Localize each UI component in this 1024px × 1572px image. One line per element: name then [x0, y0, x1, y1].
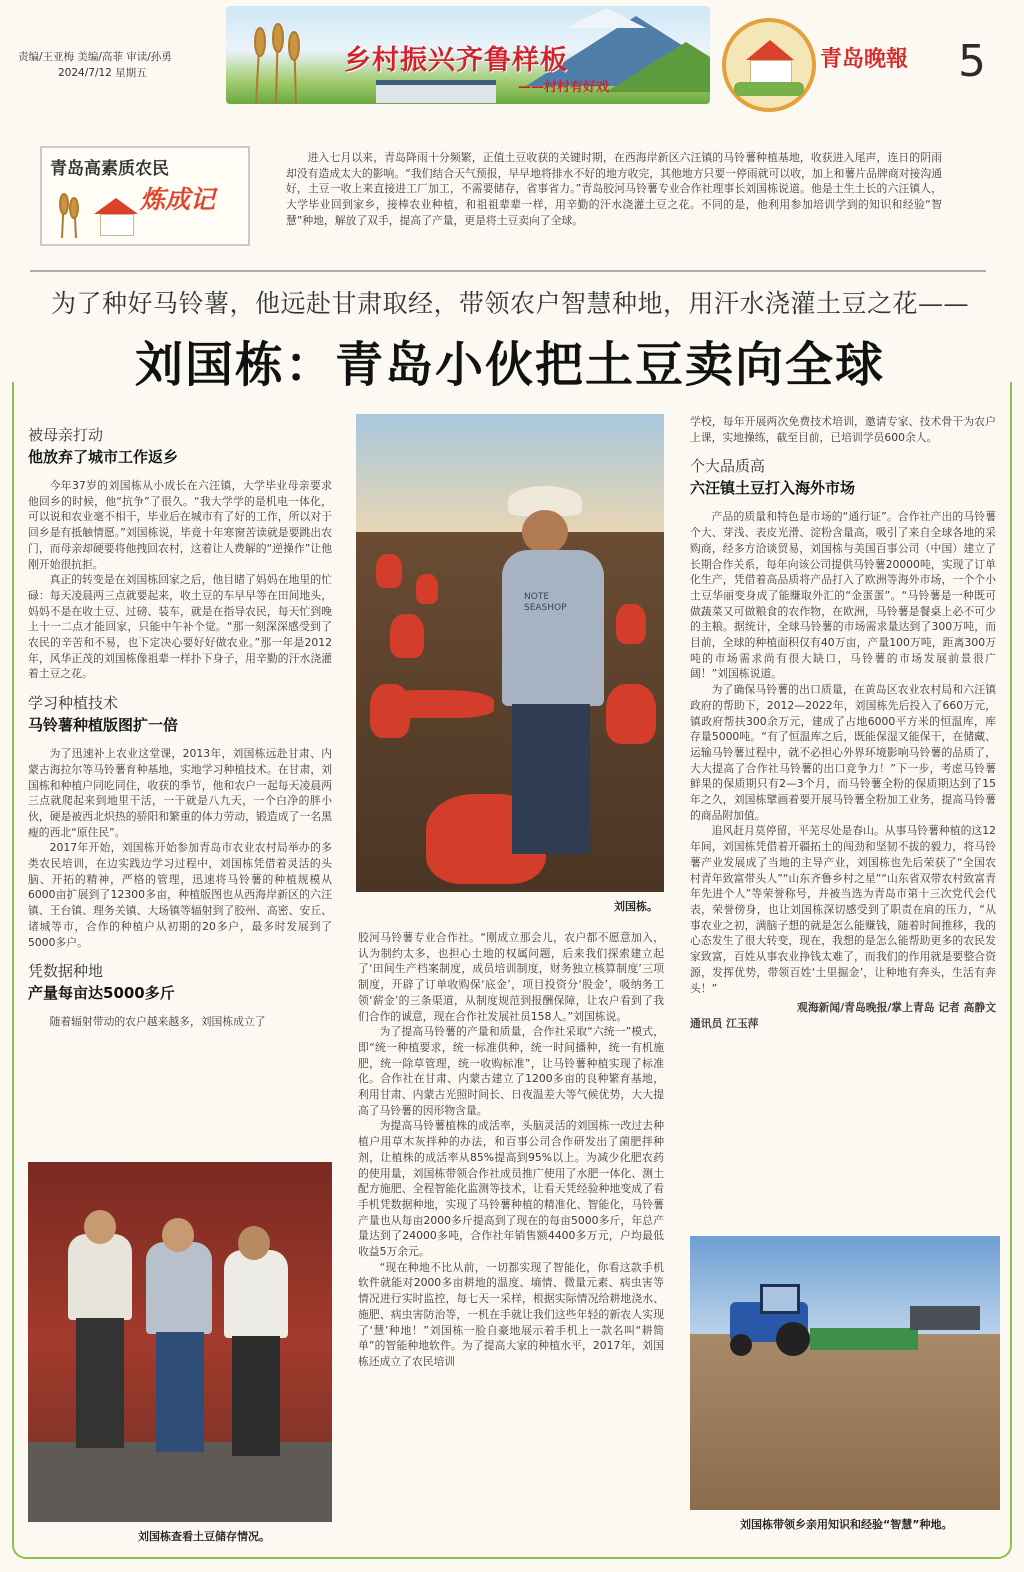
column-3: [690, 414, 996, 1032]
subheadline: 为了种好马铃薯，他远赴甘肃取经，带领农户智慧种地，用汗水浇灌土豆之花——: [50, 289, 969, 318]
section-title: 个大品质高: [690, 457, 766, 476]
person: [224, 1250, 288, 1338]
banner-subtitle: ——村村有好戏: [518, 80, 610, 95]
house-body: [100, 214, 134, 236]
paragraph: 为提高马铃薯植株的成活率，头脑灵活的刘国栋一改过去种植户用草木灰拌种的办法，和百事公司合作研发出了菌肥拌种剂，让植株的成活率从85%提高到95%以上。为减少化肥农药的使用量，刘国栋带领合作社成员推广使用了水肥一体化、测土配方施肥、全程智能化监测等技术，让看天凭经验种地变成了看手机凭数据种地，实现了马铃薯种植的精准化、智能化，马铃薯产量也从每亩2000多斤提高到了现在的每亩5000多斤，年总产量达到了24000多吨，合作社年销售额4400多万元，户均最低收益5万余元。: [358, 1119, 664, 1259]
photo-caption: 刘国栋查看土豆储存情况。: [138, 1530, 270, 1543]
byline: 通讯员 江玉萍: [690, 1016, 759, 1030]
section-title: 凭数据种地: [28, 962, 104, 981]
house-icon: [94, 198, 138, 214]
section-heading: 他放弃了城市工作返乡: [28, 448, 179, 466]
house-logo-icon: [722, 18, 816, 112]
paragraph: 今年37岁的刘国栋从小成长在六汪镇，大学毕业母亲要求他回乡的时候，他“抗争”了很久。“我大学学的是机电一体化，可以说和农业毫不相干，毕业后在城市有了好的工作，所以对于回乡是有抵触情愿。”刘国栋说，毕竟十年寒窗苦读就是要跳出农门，而母亲却硬要将他拽回农村，这着让人费解的“逆操作”让他刚开始很抗拒。: [28, 479, 332, 571]
farmer: [502, 550, 604, 706]
harvester: [810, 1328, 918, 1350]
wheat-icon: [236, 20, 316, 104]
paragraph: 2017年开始，刘国栋开始参加青岛市农业农村局举办的多类农民培训，在边实践边学习过程中，刘国栋凭借着灵活的头脑、开拓的精神，严格的管理，迅速将马铃薯的种植规模从6000亩扩展到了12300多亩，种植版图也从西海岸新区的六汪镇、王台镇、理务关镇、大场镇等辐射到了胶州、高密、安丘、诸城等市，合作的种植户从初期的20多户，最多时发展到了5000多户。: [28, 841, 332, 949]
section-heading: 产量每亩达5000多斤: [28, 984, 175, 1003]
byline: 观海新闻/青岛晚报/掌上青岛 记者 高静文: [797, 1001, 996, 1015]
truck: [910, 1306, 980, 1330]
section-heading: 六汪镇土豆打入海外市场: [690, 479, 856, 498]
intro-paragraph: 进入七月以来，青岛降雨十分频繁，正值土豆收获的关键时期，在西海岸新区六汪镇的马铃薯种植基地，收获进入尾声，连日的阴雨却没有造成太大的影响。“我们结合天气预报，早早地将排水不好的地方收完，其他地方只要一停雨就可以收，加上和薯片品牌商对接沟通好，土豆一收上来直接进工厂加工，不需要储存，省事省力。”青岛胶河马铃薯专业合作社理事长刘国栋说道。他是土生土长的六汪镇人，大学毕业回到家乡，接棒农业种植，和祖祖辈辈一样，用辛勤的汗水浇灌土豆之花。不同的是，他利用参加培训学到的知识和经验“智慧”种地，解放了双手，提高了产量，更是将土豆卖向了全球。: [286, 151, 942, 227]
column-badge: [40, 146, 250, 246]
column-subname: 炼成记: [140, 185, 216, 214]
column-2: [358, 930, 664, 1370]
paragraph: 为了确保马铃薯的出口质量，在黄岛区农业农村局和六汪镇政府的帮助下，2012—2022年，刘国栋先后投入了660万元，镇政府帮扶300余万元，建成了占地6000平方米的恒温库，库存量5000吨。“有了恒温库之后，既能保湿又能保干，在储藏、运输马铃薯过程中，就不必担心外界环境影响马铃薯的品质了，大大提高了合作社马铃薯的出口竞争力！”下一步，考虑马铃薯鲜果的保质期只有2—3个月，而马铃薯全粉的保质期达到了15年之久，刘国栋擘画着要开展马铃薯全粉加工业务，提高马铃薯的商品附加值。: [690, 683, 996, 822]
newspaper-name: 青岛晚報: [820, 46, 909, 72]
paragraph: 随着辐射带动的农户越来越多，刘国栋成立了: [49, 1015, 266, 1029]
section-title: 学习种植技术: [28, 694, 119, 713]
person: [68, 1234, 132, 1320]
section-title: 被母亲打动: [28, 426, 104, 444]
paragraph: 真正的转变是在刘国栋回家之后，他目睹了妈妈在地里的忙碌：每天凌晨两三点就要起来，收土豆的车早早等在田间地头，妈妈不是在收土豆、过磅、装车，就是在指导农民，每天忙到晚上十一二点才能回家，只能中午补个觉。“那一刻深深感受到了农民的辛苦和不易，也下定决心要好好做农业。”那一年是2012年，风华正茂的刘国栋像祖辈一样扑下身子，用辛勤的汗水浇灌着土豆之花。: [28, 573, 332, 681]
portrait-photo: [356, 414, 664, 892]
tractor-photo: [690, 1236, 1000, 1510]
paragraph: “现在种地不比从前，一切都实现了智能化，你看这款手机软件就能对2000多亩耕地的温度、墒情、微量元素、病虫害等情况进行实时监控，每七天一采样，根据实际情况给耕地浇水、施肥、病虫害防治等，一机在手就让我们这些年轻的新农人实现了‘慧’种地！”刘国栋一脸自豪地展示着手机上一款名叫“耕简单”的智能种地软件。为了提高大家的种植水平，2017年，刘国栋还成立了农民培训: [358, 1260, 664, 1368]
paragraph: 学校，每年开展两次免费技术培训，邀请专家、技术骨干为农户上课，实地操练，截至目前，已培训学员600余人。: [690, 415, 996, 444]
issue-date: 2024/7/12 星期五: [58, 67, 147, 79]
paragraph: 胶河马铃薯专业合作社。“刚成立那会儿，农户都不愿意加入，认为制约太多，也担心土地的权属问题，后来我们探索建立起了‘田间生产档案制度，成员培训制度，财务独立核算制度’三项制度，开辟了订单收购保‘底金’，项目投资分‘股金’，吸纳务工领‘薪金’的三条渠道，从制度规范到报酬保障，让农户看到了我们合作的诚意，现在合作社发展社员158人。”刘国栋说。: [358, 931, 664, 1023]
editor-credits: 责编/王亚梅 美编/高菲 审读/孙勇: [18, 51, 172, 63]
paragraph: 追风赶月莫停留，平芜尽处是春山。从事马铃薯种植的这12年间，刘国栋凭借着开疆拓土的闯劲和坚韧不拔的毅力，将马铃薯产业发展成了当地的主导产业，刘国栋也先后荣获了“全国农村青年致富带头人”“山东齐鲁乡村之星”“山东省双带农村致富青年先进个人”等荣誉称号，并被当选为青岛市第十三次党代会代表，荣誉傍身，也让刘国栋深切感受到了职责在肩的压力，“从事农业之初，满脑子想的就是怎么能赚钱，随着时间推移，我的心态发生了很大转变，现在，我想的是怎么能帮助更多的农民发家致富，百姓从事农业挣钱太难了，而我们的作用就是要整合资源，发挥优势，带领百姓‘土里掘金’，让种地有奔头，生活有奔头！”: [690, 824, 996, 995]
banner-title: 乡村振兴齐鲁样板: [344, 45, 568, 76]
paragraph: 为了迅速补上农业这堂课，2013年，刘国栋远赴甘肃、内蒙古海拉尔等马铃薯育种基地，实地学习种植技术。在甘肃，刘国栋和种植户同吃同住，收获的季节，他和农户一起每天凌晨两三点就爬起来到地里干活，一干就是八九天，一个白净的胖小伙，硬是被西北炽热的骄阳和繁重的体力劳动，锻造成了一名黑瘦的西北“原住民”。: [28, 747, 332, 839]
paragraph: 为了提高马铃薯的产量和质量，合作社采取“六统一”模式，即“统一种植要求，统一标准供种，统一时间播种，统一有机施肥，统一除草管理，统一收购标准”，让马铃薯种植实现了标准化。合作社在甘肃、内蒙古建立了1200多亩的良种繁育基地，利用甘肃、内蒙古光照时间长、日夜温差大等气候优势，大大提高了马铃薯的因形物含量。: [358, 1025, 664, 1117]
section-heading: 马铃薯种植版图扩一倍: [28, 716, 179, 735]
column-1: [28, 424, 332, 1030]
storage-photo: [28, 1162, 332, 1522]
photo-caption: 刘国栋。: [614, 900, 658, 913]
headline: 刘国栋：青岛小伙把土豆卖向全球: [134, 337, 885, 393]
photo-caption: 刘国栋带领乡亲用知识和经验“智慧”种地。: [740, 1518, 953, 1531]
person: [146, 1242, 212, 1334]
section-banner: [226, 6, 710, 104]
paragraph: 产品的质量和特色是市场的“通行证”。合作社产出的马铃薯个大、芽浅、表皮光滑、淀粉含量高，吸引了来自全球各地的采购商，经多方洽谈贸易，刘国栋与美国百事公司（中国）建立了长期合作关系，每年向该公司提供马铃薯20000吨，实现了订单化生产，凭借着高品质将产品打入了欧洲等海外市场，一个个小土豆华丽变身成了能赚取外汇的“金蛋蛋”。“马铃薯是一种既可做蔬菜又可做粮食的农作物，在欧洲，马铃薯是餐桌上必不可少的主粮。据统计，全球马铃薯的市场需求量达到了300万吨，而目前，全球的种植面积仅有40万亩，产量100万吨，距离300万吨的市场需求尚有很大缺口，马铃薯的市场发展前景很广阔！”刘国栋说道。: [690, 510, 996, 681]
column-name: 青岛高素质农民: [50, 159, 169, 179]
wheat-icon: [50, 188, 86, 238]
divider: [30, 270, 986, 272]
village-house-icon: [376, 80, 496, 103]
page-number: 5: [958, 36, 986, 87]
shirt-print: NOTE SEASHOP: [524, 592, 567, 613]
